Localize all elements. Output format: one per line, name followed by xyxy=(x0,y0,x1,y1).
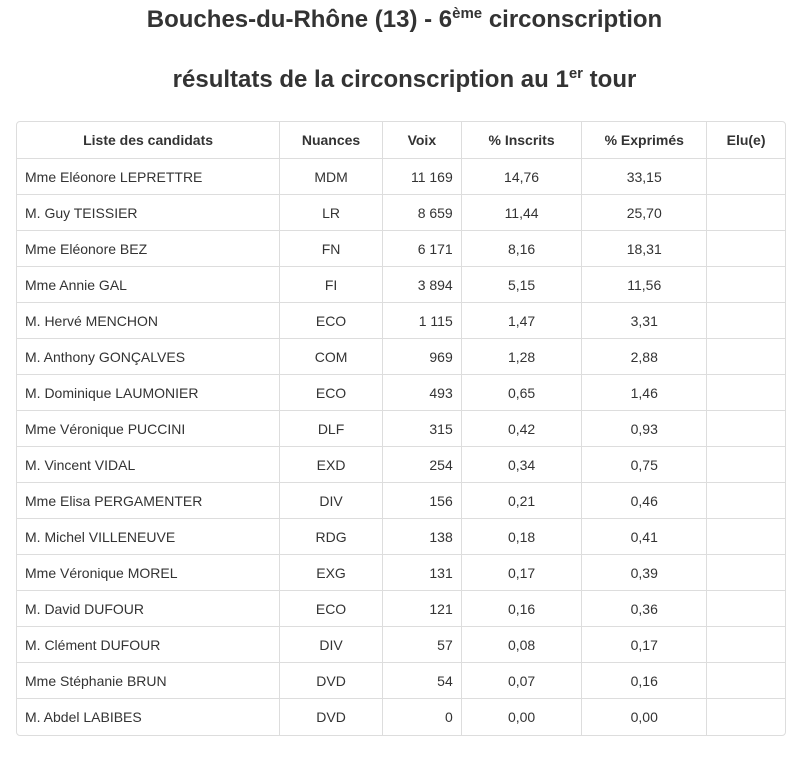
pct-inscrits: 0,16 xyxy=(462,591,583,627)
elu xyxy=(707,483,785,519)
table-row xyxy=(17,627,785,663)
results-table xyxy=(16,121,786,736)
pct-inscrits: 0,42 xyxy=(462,411,583,447)
candidate-name: M. Clément DUFOUR xyxy=(17,627,280,663)
voix: 315 xyxy=(383,411,462,447)
elu xyxy=(707,267,785,303)
candidate-name: Mme Stéphanie BRUN xyxy=(17,663,280,699)
nuance: DVD xyxy=(280,699,383,735)
nuance: DIV xyxy=(280,483,383,519)
nuance: MDM xyxy=(280,159,383,195)
pct-inscrits: 11,44 xyxy=(462,195,583,231)
nuance: DLF xyxy=(280,411,383,447)
pct-exprimes: 3,31 xyxy=(582,303,707,339)
elu xyxy=(707,339,785,375)
table-row xyxy=(17,519,785,555)
header-elu: Elu(e) xyxy=(707,122,785,159)
pct-exprimes: 25,70 xyxy=(582,195,707,231)
candidate-name: Mme Eléonore BEZ xyxy=(17,231,280,267)
elu xyxy=(707,303,785,339)
nuance: ECO xyxy=(280,591,383,627)
table-row xyxy=(17,231,785,267)
pct-inscrits: 0,34 xyxy=(462,447,583,483)
elu xyxy=(707,519,785,555)
voix: 3 894 xyxy=(383,267,462,303)
pct-exprimes: 0,75 xyxy=(582,447,707,483)
table-row xyxy=(17,267,785,303)
elu xyxy=(707,411,785,447)
pct-inscrits: 1,28 xyxy=(462,339,583,375)
nuance: EXD xyxy=(280,447,383,483)
voix: 1 115 xyxy=(383,303,462,339)
table-row xyxy=(17,591,785,627)
candidate-name: M. Anthony GONÇALVES xyxy=(17,339,280,375)
pct-inscrits: 0,18 xyxy=(462,519,583,555)
pct-inscrits: 0,07 xyxy=(462,663,583,699)
pct-inscrits: 8,16 xyxy=(462,231,583,267)
results-table-body xyxy=(17,159,785,735)
voix: 969 xyxy=(383,339,462,375)
voix: 57 xyxy=(383,627,462,663)
candidate-name: Mme Véronique PUCCINI xyxy=(17,411,280,447)
voix: 131 xyxy=(383,555,462,591)
elu xyxy=(707,663,785,699)
elu xyxy=(707,231,785,267)
candidate-name: M. Hervé MENCHON xyxy=(17,303,280,339)
table-row xyxy=(17,483,785,519)
pct-exprimes: 0,93 xyxy=(582,411,707,447)
elu xyxy=(707,699,785,735)
elu xyxy=(707,195,785,231)
table-row xyxy=(17,339,785,375)
title-end: circonscription xyxy=(482,6,663,33)
nuance: ECO xyxy=(280,375,383,411)
nuance: RDG xyxy=(280,519,383,555)
pct-inscrits: 5,15 xyxy=(462,267,583,303)
elu xyxy=(707,447,785,483)
nuance: ECO xyxy=(280,303,383,339)
candidate-name: M. Vincent VIDAL xyxy=(17,447,280,483)
table-row xyxy=(17,375,785,411)
nuance: DIV xyxy=(280,627,383,663)
table-row xyxy=(17,159,785,195)
voix: 6 171 xyxy=(383,231,462,267)
candidate-name: M. Guy TEISSIER xyxy=(17,195,280,231)
voix: 8 659 xyxy=(383,195,462,231)
header-row xyxy=(17,122,785,159)
subtitle-ordinal-suffix: er xyxy=(568,65,583,82)
pct-inscrits: 1,47 xyxy=(462,303,583,339)
pct-exprimes: 1,46 xyxy=(582,375,707,411)
candidate-name: Mme Véronique MOREL xyxy=(17,555,280,591)
page-subtitle xyxy=(0,65,809,95)
pct-exprimes: 0,17 xyxy=(582,627,707,663)
voix: 54 xyxy=(383,663,462,699)
pct-exprimes: 0,00 xyxy=(582,699,707,735)
header-voix: Voix xyxy=(383,122,462,159)
page-title xyxy=(0,5,809,35)
pct-exprimes: 2,88 xyxy=(582,339,707,375)
table-row xyxy=(17,303,785,339)
pct-exprimes: 33,15 xyxy=(582,159,707,195)
candidate-name: Mme Annie GAL xyxy=(17,267,280,303)
voix: 11 169 xyxy=(383,159,462,195)
pct-inscrits: 0,65 xyxy=(462,375,583,411)
table-row xyxy=(17,411,785,447)
title-main: Bouches-du-Rhône (13) - 6 xyxy=(146,6,453,33)
pct-exprimes: 11,56 xyxy=(582,267,707,303)
table-row xyxy=(17,447,785,483)
header-candidates: Liste des candidats xyxy=(17,122,280,159)
elu xyxy=(707,159,785,195)
voix: 138 xyxy=(383,519,462,555)
pct-inscrits: 0,00 xyxy=(462,699,583,735)
elu xyxy=(707,375,785,411)
subtitle-main: résultats de la circonscription au 1 xyxy=(172,66,569,93)
candidate-name: M. Michel VILLENEUVE xyxy=(17,519,280,555)
voix: 493 xyxy=(383,375,462,411)
pct-inscrits: 0,21 xyxy=(462,483,583,519)
pct-exprimes: 18,31 xyxy=(582,231,707,267)
header-nuances: Nuances xyxy=(280,122,383,159)
candidate-name: M. Abdel LABIBES xyxy=(17,699,280,735)
nuance: EXG xyxy=(280,555,383,591)
elu xyxy=(707,555,785,591)
voix: 254 xyxy=(383,447,462,483)
candidate-name: Mme Eléonore LEPRETTRE xyxy=(17,159,280,195)
voix: 0 xyxy=(383,699,462,735)
pct-exprimes: 0,41 xyxy=(582,519,707,555)
table-row xyxy=(17,663,785,699)
header-pct-inscrits: % Inscrits xyxy=(462,122,583,159)
pct-inscrits: 0,08 xyxy=(462,627,583,663)
header-pct-exprimes: % Exprimés xyxy=(582,122,707,159)
pct-exprimes: 0,16 xyxy=(582,663,707,699)
nuance: FI xyxy=(280,267,383,303)
candidate-name: M. Dominique LAUMONIER xyxy=(17,375,280,411)
voix: 121 xyxy=(383,591,462,627)
pct-exprimes: 0,39 xyxy=(582,555,707,591)
subtitle-end: tour xyxy=(583,66,637,93)
pct-exprimes: 0,46 xyxy=(582,483,707,519)
nuance: FN xyxy=(280,231,383,267)
table-row xyxy=(17,195,785,231)
table-row xyxy=(17,555,785,591)
nuance: LR xyxy=(280,195,383,231)
candidate-name: M. David DUFOUR xyxy=(17,591,280,627)
results-table-header xyxy=(17,122,785,159)
voix: 156 xyxy=(383,483,462,519)
pct-exprimes: 0,36 xyxy=(582,591,707,627)
pct-inscrits: 0,17 xyxy=(462,555,583,591)
nuance: DVD xyxy=(280,663,383,699)
table-row xyxy=(17,699,785,735)
nuance: COM xyxy=(280,339,383,375)
elu xyxy=(707,627,785,663)
elu xyxy=(707,591,785,627)
title-ordinal-suffix: ème xyxy=(452,5,483,22)
candidate-name: Mme Elisa PERGAMENTER xyxy=(17,483,280,519)
pct-inscrits: 14,76 xyxy=(462,159,583,195)
